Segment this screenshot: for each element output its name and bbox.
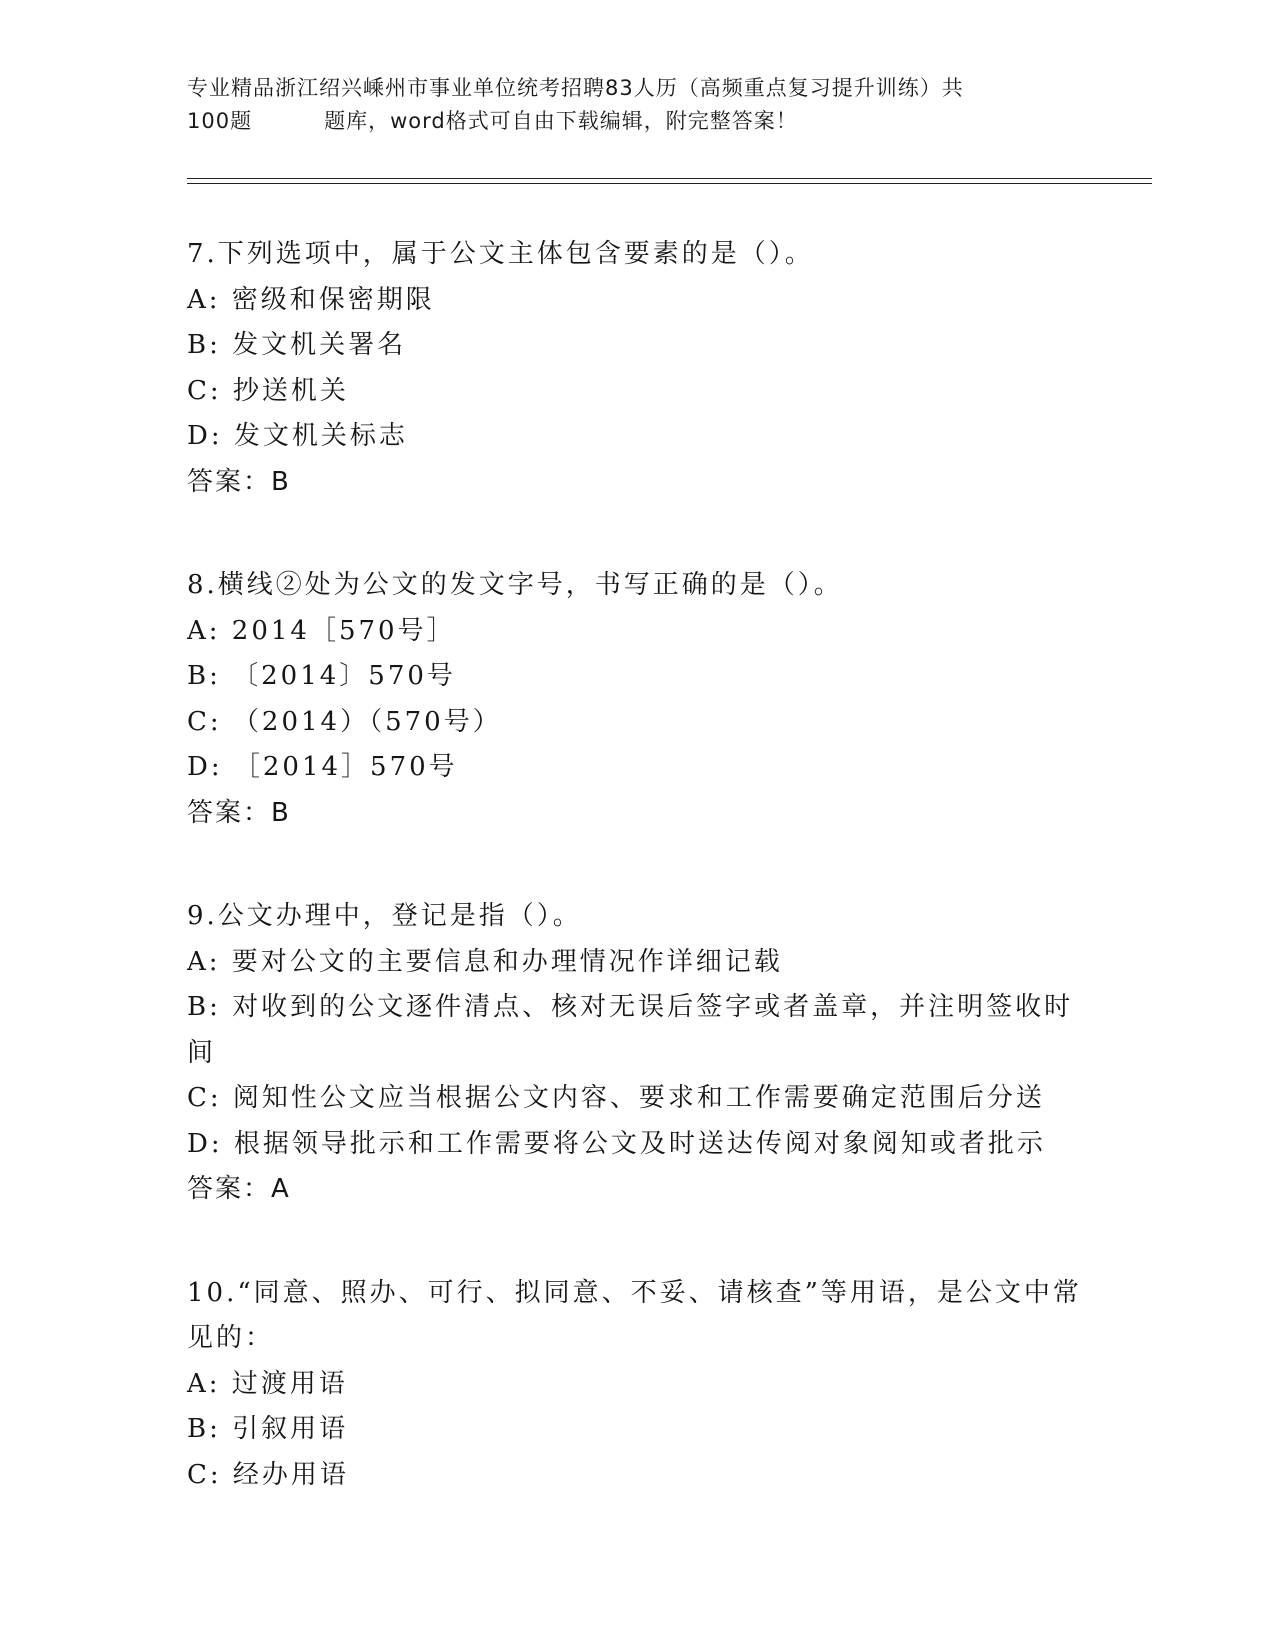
question-list	[187, 232, 1087, 1556]
question-10	[187, 1271, 1087, 1499]
question-7	[187, 232, 1087, 505]
option-c: C: 经办用语	[187, 1459, 349, 1490]
option-d: D: 发文机关标志	[187, 421, 408, 451]
option-b: B: 对收到的公文逐件清点、核对无误后签字或者盖章，并注明签收时间	[187, 992, 1074, 1068]
answer: 答案：B	[187, 466, 291, 497]
header-title-line-2	[187, 105, 1087, 138]
header-description: 题库，word格式可自由下载编辑，附完整答案！	[324, 109, 798, 133]
document-header	[187, 72, 1087, 138]
option-d: D: ［2014］570号	[187, 752, 458, 782]
question-text: 9.公文办理中，登记是指（）。	[187, 901, 582, 931]
option-a: A: 密级和保密期限	[187, 284, 435, 315]
option-c: C: （2014）（570号）	[187, 706, 502, 737]
option-a: A: 过渡用语	[187, 1368, 348, 1399]
answer: 答案：A	[187, 1174, 291, 1204]
question-8	[187, 563, 1087, 836]
option-a: A: 要对公文的主要信息和办理情况作详细记载	[187, 946, 783, 977]
option-a: A: 2014［570号］	[187, 615, 456, 646]
question-text: 10.“同意、照办、可行、拟同意、不妥、请核查”等用语，是公文中常见的：	[187, 1277, 1082, 1353]
option-c: C: 抄送机关	[187, 375, 349, 406]
option-c: C: 阅知性公文应当根据公文内容、要求和工作需要确定范围后分送	[187, 1083, 1045, 1113]
header-divider-bottom	[187, 183, 1152, 184]
option-b: B: 〔2014〕570号	[187, 661, 456, 691]
question-text: 7.下列选项中，属于公文主体包含要素的是（）。	[187, 239, 814, 269]
header-question-count: 100题	[187, 109, 253, 133]
question-text: 8.横线②处为公文的发文字号，书写正确的是（）。	[187, 570, 843, 600]
option-d: D: 根据领导批示和工作需要将公文及时送达传阅对象阅知或者批示	[187, 1128, 1046, 1159]
header-divider-top	[187, 178, 1152, 179]
question-9	[187, 894, 1087, 1213]
option-b: B: 发文机关署名	[187, 330, 407, 360]
option-b: B: 引叙用语	[187, 1414, 349, 1444]
answer: 答案：B	[187, 797, 291, 828]
header-title-line-1: 专业精品浙江绍兴嵊州市事业单位统考招聘83人历（高频重点复习提升训练）共	[187, 76, 964, 100]
